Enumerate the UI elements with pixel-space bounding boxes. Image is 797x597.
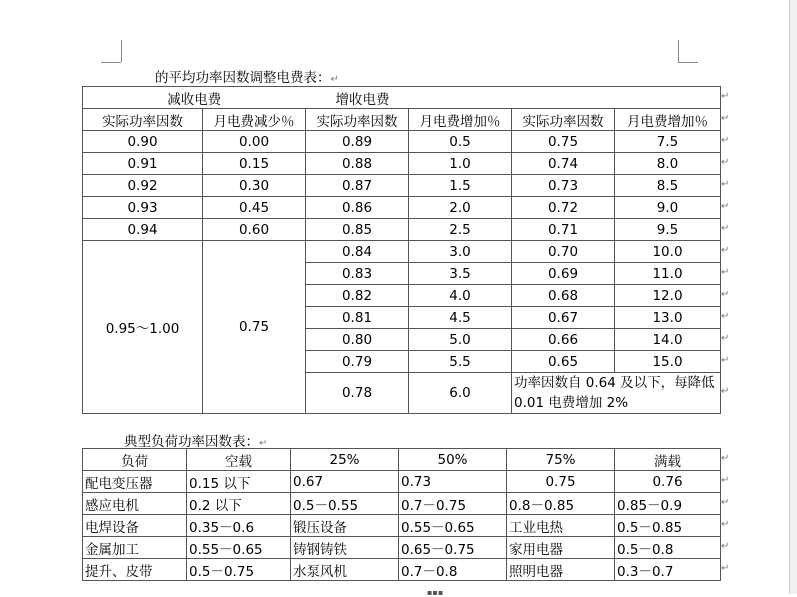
- paragraph-mark: ↵: [721, 222, 730, 234]
- cell: 0.90: [83, 131, 203, 153]
- cell: 0.92: [83, 175, 203, 197]
- cell: 1.5: [409, 175, 512, 197]
- cell: 5.0: [409, 329, 512, 351]
- cell: 9.5: [615, 219, 721, 241]
- col-header: 实际功率因数: [512, 109, 615, 131]
- cell: 7.5: [615, 131, 721, 153]
- table-row: [83, 537, 721, 559]
- table-row: [83, 471, 721, 493]
- cell: 0.15 以下: [187, 471, 291, 493]
- paragraph-mark: ↵: [721, 288, 730, 300]
- cell: 0.55－0.65: [399, 515, 507, 537]
- crop-mark-top-right: [678, 62, 698, 63]
- col-header: 满载: [615, 449, 721, 471]
- paragraph-mark: ↵: [721, 562, 730, 574]
- cell: 0.74: [512, 153, 615, 175]
- col-header: 实际功率因数: [306, 109, 409, 131]
- cell: 15.0: [615, 351, 721, 373]
- cell: 0.79: [306, 351, 409, 373]
- cell: 0.85: [306, 219, 409, 241]
- cell: 14.0: [615, 329, 721, 351]
- paragraph-mark: ↵: [721, 452, 730, 464]
- cell: 0.5－0.8: [615, 537, 721, 559]
- cell: 0.55－0.65: [187, 537, 291, 559]
- paragraph-mark: ↵: [721, 518, 730, 530]
- cell: 0.75: [507, 471, 615, 493]
- cell: 提升、皮带: [83, 559, 187, 581]
- paragraph-mark: ↵: [721, 354, 730, 366]
- cell: 0.91: [83, 153, 203, 175]
- table-row: [83, 241, 721, 263]
- cell: 0.5－0.85: [615, 515, 721, 537]
- cell: 0.87: [306, 175, 409, 197]
- cell: 3.5: [409, 263, 512, 285]
- cell: 0.30: [203, 175, 306, 197]
- group-header-decrease: 减收电费: [83, 87, 306, 109]
- cell: 0.73: [512, 175, 615, 197]
- table-row: [83, 493, 721, 515]
- cell: 0.94: [83, 219, 203, 241]
- table-row: [83, 175, 721, 197]
- table-row: [83, 197, 721, 219]
- table-row: [83, 131, 721, 153]
- col-header: 月电费增加％: [615, 109, 721, 131]
- cell: 8.0: [615, 153, 721, 175]
- cell: 0.68: [512, 285, 615, 307]
- cell: 0.35－0.6: [187, 515, 291, 537]
- paragraph-mark: ↵: [721, 134, 730, 146]
- cell: 0.82: [306, 285, 409, 307]
- paragraph-mark: ↵: [721, 540, 730, 552]
- paragraph-mark: ↵: [721, 90, 730, 102]
- note-cell: 功率因数自 0.64 及以下，每降低 0.01 电费增加 2%: [512, 373, 721, 414]
- power-factor-adjustment-table: [82, 86, 721, 414]
- cell: 0.3－0.7: [615, 559, 721, 581]
- cell: 12.0: [615, 285, 721, 307]
- cell: 11.0: [615, 263, 721, 285]
- cell: 0.5－0.55: [291, 493, 399, 515]
- paragraph-mark: ↵: [721, 266, 730, 278]
- cell: 0.88: [306, 153, 409, 175]
- cell: 0.60: [203, 219, 306, 241]
- table-row: [83, 153, 721, 175]
- cell: 照明电器: [507, 559, 615, 581]
- cell: 水泵风机: [291, 559, 399, 581]
- cell: 感应电机: [83, 493, 187, 515]
- paragraph-mark: ↵: [721, 200, 730, 212]
- paragraph-mark: ↵: [721, 496, 730, 508]
- cell: 0.66: [512, 329, 615, 351]
- merged-cell-range: 0.95～1.00: [83, 241, 203, 414]
- table-row: [83, 515, 721, 537]
- col-header: 25%: [291, 449, 399, 471]
- cell: 0.85－0.9: [615, 493, 721, 515]
- cell: 配电变压器: [83, 471, 187, 493]
- table1-caption: 的平均功率因数调整电费表：↵: [155, 70, 339, 86]
- col-header: 75%: [507, 449, 615, 471]
- cell: 13.0: [615, 307, 721, 329]
- cell: 0.93: [83, 197, 203, 219]
- page-break-marker: ▪▪▪: [427, 588, 444, 597]
- paragraph-mark: ↵: [721, 244, 730, 256]
- cell: 0.7－0.75: [399, 493, 507, 515]
- cell: 0.70: [512, 241, 615, 263]
- paragraph-mark: ↵: [721, 474, 730, 486]
- typical-load-power-factor-table: [82, 448, 721, 581]
- cell: 0.15: [203, 153, 306, 175]
- paragraph-mark: ↵: [721, 332, 730, 344]
- cell: 6.0: [409, 373, 512, 414]
- paragraph-mark: ↵: [721, 386, 730, 397]
- cell: 0.78: [306, 373, 409, 414]
- table-row: [83, 559, 721, 581]
- cell: 1.0: [409, 153, 512, 175]
- col-header: 负荷: [83, 449, 187, 471]
- table2-caption: 典型负荷功率因数表：↵: [124, 434, 268, 450]
- cell: 铸钢铸铁: [291, 537, 399, 559]
- cell: 4.5: [409, 307, 512, 329]
- cell: 0.7－0.8: [399, 559, 507, 581]
- cell: 0.5: [409, 131, 512, 153]
- cell: 8.5: [615, 175, 721, 197]
- cell: 0.71: [512, 219, 615, 241]
- cell: 家用电器: [507, 537, 615, 559]
- cell: 9.0: [615, 197, 721, 219]
- col-header: 空载: [187, 449, 291, 471]
- cell: 0.8－0.85: [507, 493, 615, 515]
- paragraph-mark: ↵: [721, 156, 730, 168]
- cell: 金属加工: [83, 537, 187, 559]
- cell: 0.00: [203, 131, 306, 153]
- cell: 3.0: [409, 241, 512, 263]
- cell: 0.69: [512, 263, 615, 285]
- vertical-scrollbar[interactable]: [789, 0, 797, 594]
- cell: 锻压设备: [291, 515, 399, 537]
- paragraph-mark: ↵: [721, 310, 730, 322]
- crop-mark-top-left: [121, 40, 122, 62]
- cell: 0.45: [203, 197, 306, 219]
- merged-cell-decrease: 0.75: [203, 241, 306, 414]
- cell: 4.0: [409, 285, 512, 307]
- cell: 0.67: [512, 307, 615, 329]
- crop-mark-top-right: [678, 40, 679, 62]
- cell: 5.5: [409, 351, 512, 373]
- crop-mark-top-left: [101, 62, 121, 63]
- cell: 0.81: [306, 307, 409, 329]
- cell: 0.65－0.75: [399, 537, 507, 559]
- cell: 0.84: [306, 241, 409, 263]
- cell: 2.5: [409, 219, 512, 241]
- cell: 0.89: [306, 131, 409, 153]
- col-header: 实际功率因数: [83, 109, 203, 131]
- cell: 0.5－0.75: [187, 559, 291, 581]
- cell: 0.72: [512, 197, 615, 219]
- col-header: 月电费增加％: [409, 109, 512, 131]
- cell: 工业电热: [507, 515, 615, 537]
- cell: 0.76: [615, 471, 721, 493]
- cell: 0.86: [306, 197, 409, 219]
- cell: 0.73: [399, 471, 507, 493]
- paragraph-mark: ↵: [721, 112, 730, 124]
- table-header-row: [83, 449, 721, 471]
- cell: 0.65: [512, 351, 615, 373]
- cell: 0.2 以下: [187, 493, 291, 515]
- cell: 0.80: [306, 329, 409, 351]
- cell: 10.0: [615, 241, 721, 263]
- cell: 0.67: [291, 471, 399, 493]
- cell: 0.75: [512, 131, 615, 153]
- group-header-increase: 增收电费: [306, 87, 721, 109]
- col-header: 50%: [399, 449, 507, 471]
- cell: 2.0: [409, 197, 512, 219]
- cell: 0.83: [306, 263, 409, 285]
- paragraph-mark: ↵: [721, 178, 730, 190]
- col-header: 月电费减少％: [203, 109, 306, 131]
- table-row: [83, 219, 721, 241]
- cell: 电焊设备: [83, 515, 187, 537]
